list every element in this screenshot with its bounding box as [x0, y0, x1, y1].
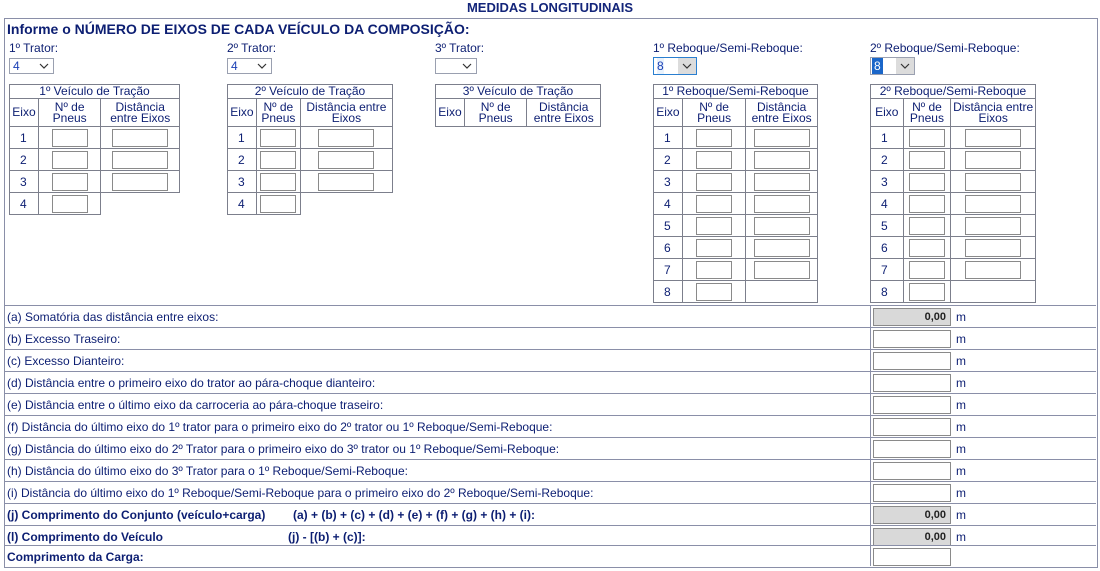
chevron-down-icon [458, 59, 476, 73]
distancia-input[interactable] [965, 129, 1021, 147]
axle-number: 6 [654, 237, 683, 259]
pneus-input[interactable] [260, 195, 296, 213]
table-caption: 2º Reboque/Semi-Reboque [871, 85, 1036, 99]
distancia-input[interactable] [754, 195, 810, 213]
measure-f-input[interactable] [873, 418, 951, 436]
col-distancia: Distância entre Eixos [527, 99, 601, 127]
table-caption: 3º Veículo de Tração [436, 85, 601, 99]
col-pneus: Nº de Pneus [682, 99, 745, 127]
select-value: 4 [13, 59, 20, 73]
axle-number: 1 [871, 127, 904, 149]
comprimento-carga-input[interactable] [873, 548, 951, 566]
measure-unit: m [956, 486, 966, 500]
axle-number: 4 [654, 193, 683, 215]
row-divider [5, 415, 1096, 416]
measure-l-value: 0,00 [873, 528, 951, 546]
col-distancia: Distância entre Eixos [951, 99, 1036, 127]
selector-label: 2º Trator: [227, 41, 277, 55]
pneus-input[interactable] [52, 195, 88, 213]
col-distancia: Distância entre Eixos [746, 99, 818, 127]
selector-label: 2º Reboque/Semi-Reboque: [870, 41, 1020, 55]
row-divider [5, 545, 1096, 546]
measure-a-value: 0,00 [873, 308, 951, 326]
measure-label-f: (f) Distância do último eixo do 1º trator para o primeiro eixo do 2º trator ou 1º Reboque/Semi-Reboque: [7, 420, 553, 434]
distancia-input[interactable] [754, 173, 810, 191]
measure-b-input[interactable] [873, 330, 951, 348]
axle-number: 3 [10, 171, 39, 193]
row-divider [5, 459, 1096, 460]
measure-label-l: (l) Comprimento do Veículo [7, 530, 164, 544]
measure-h-input[interactable] [873, 462, 951, 480]
axle-table-reboque-1 [653, 84, 818, 303]
axle-number: 3 [871, 171, 904, 193]
row-divider [5, 349, 1096, 350]
measure-label-a: (a) Somatória das distância entre eixos: [7, 310, 219, 324]
distancia-input[interactable] [318, 129, 374, 147]
distancia-input[interactable] [754, 261, 810, 279]
distancia-input[interactable] [965, 217, 1021, 235]
measure-label-b: (b) Excesso Traseiro: [7, 332, 121, 346]
select-value: 8 [874, 59, 881, 73]
row-divider [5, 437, 1096, 438]
row-divider [5, 393, 1096, 394]
pneus-input[interactable] [696, 151, 732, 169]
pneus-input[interactable] [260, 129, 296, 147]
axle-table-tracao-2 [227, 84, 393, 215]
pneus-input[interactable] [52, 173, 88, 191]
row-divider [5, 525, 1096, 526]
measure-label-g: (g) Distância do último eixo do 2º Trator para o primeiro eixo do 3º trator ou 1º Reboque/Semi-Reboque: [7, 442, 560, 456]
axle-number: 4 [10, 193, 39, 215]
col-eixo: Eixo [436, 99, 465, 127]
distancia-input[interactable] [965, 239, 1021, 257]
pneus-input[interactable] [696, 173, 732, 191]
select-reboque-2[interactable] [870, 57, 915, 75]
select-reboque-1[interactable] [653, 57, 697, 75]
select-value: 4 [231, 59, 238, 73]
pneus-input[interactable] [909, 129, 945, 147]
col-eixo: Eixo [871, 99, 904, 127]
pneus-input[interactable] [696, 261, 732, 279]
axle-number: 1 [10, 127, 39, 149]
measure-formula-j: (a) + (b) + (c) + (d) + (e) + (f) + (g) + (h) + (i): [293, 508, 536, 522]
measure-label-j: (j) Comprimento do Conjunto (veículo+carga) [7, 508, 266, 522]
pneus-input[interactable] [696, 129, 732, 147]
select-value: 8 [657, 59, 664, 73]
pneus-input[interactable] [52, 129, 88, 147]
selector-label: 3º Trator: [435, 41, 485, 55]
measure-formula-l: (j) - [(b) + (c)]: [288, 530, 366, 544]
axle-number: 2 [654, 149, 683, 171]
measure-unit: m [956, 464, 966, 478]
measure-label-i: (i) Distância do último eixo do 1º Reboque/Semi-Reboque para o primeiro eixo do 2º Reboque/Semi-Reboque: [7, 486, 594, 500]
measure-label-h: (h) Distância do último eixo do 3º Trator para o 1º Reboque/Semi-Reboque: [7, 464, 408, 478]
measure-e-input[interactable] [873, 396, 951, 414]
axle-number: 2 [10, 149, 39, 171]
axle-number: 1 [654, 127, 683, 149]
table-caption: 1º Veículo de Tração [10, 85, 180, 99]
col-pneus: Nº de Pneus [256, 99, 300, 127]
pneus-input[interactable] [696, 283, 732, 301]
measure-g-input[interactable] [873, 440, 951, 458]
distancia-input[interactable] [112, 173, 168, 191]
axle-number: 4 [871, 193, 904, 215]
axle-number: 1 [228, 127, 257, 149]
pneus-input[interactable] [909, 151, 945, 169]
distancia-input[interactable] [965, 195, 1021, 213]
row-divider [5, 371, 1096, 372]
select-trator-3[interactable] [435, 58, 477, 74]
col-pneus: Nº de Pneus [38, 99, 101, 127]
pneus-input[interactable] [52, 151, 88, 169]
measure-unit: m [956, 442, 966, 456]
measure-unit: m [956, 420, 966, 434]
page-title: MEDIDAS LONGITUDINAIS [466, 0, 634, 15]
measure-unit: m [956, 354, 966, 368]
measures-column-divider [870, 305, 871, 566]
measure-unit: m [956, 398, 966, 412]
col-distancia: Distância entre Eixos [101, 99, 180, 127]
distancia-input[interactable] [965, 173, 1021, 191]
distancia-input[interactable] [318, 151, 374, 169]
axle-number: 6 [871, 237, 904, 259]
axle-number: 4 [228, 193, 257, 215]
measure-label-carga: Comprimento da Carga: [7, 550, 144, 564]
pneus-input[interactable] [909, 261, 945, 279]
measure-label-c: (c) Excesso Dianteiro: [7, 354, 125, 368]
axle-number: 5 [871, 215, 904, 237]
col-pneus: Nº de Pneus [464, 99, 527, 127]
measure-i-input[interactable] [873, 484, 951, 502]
distancia-input[interactable] [754, 217, 810, 235]
col-eixo: Eixo [654, 99, 683, 127]
measure-unit: m [956, 332, 966, 346]
axle-table-tracao-1 [9, 84, 180, 215]
chevron-down-icon [35, 59, 53, 73]
pneus-input[interactable] [909, 217, 945, 235]
axle-number: 3 [228, 171, 257, 193]
measure-label-d: (d) Distância entre o primeiro eixo do trator ao pára-choque dianteiro: [7, 376, 376, 390]
measure-j-value: 0,00 [873, 506, 951, 524]
row-divider [5, 327, 1096, 328]
axle-table-tracao-3 [435, 84, 601, 127]
axle-number: 7 [654, 259, 683, 281]
axles-heading: Informe o NÚMERO DE EIXOS DE CADA VEÍCULO DA COMPOSIÇÃO: [7, 21, 470, 37]
chevron-down-icon [678, 58, 696, 74]
pneus-input[interactable] [909, 239, 945, 257]
axle-table-reboque-2 [870, 84, 1036, 303]
axle-number: 8 [654, 281, 683, 303]
measure-unit: m [956, 508, 966, 522]
row-divider [5, 305, 1096, 306]
distancia-input[interactable] [318, 173, 374, 191]
pneus-input[interactable] [696, 217, 732, 235]
axle-number: 3 [654, 171, 683, 193]
pneus-input[interactable] [696, 195, 732, 213]
col-pneus: Nº de Pneus [903, 99, 951, 127]
measure-unit: m [956, 310, 966, 324]
measure-label-e: (e) Distância entre o último eixo da carroceria ao pára-choque traseiro: [7, 398, 384, 412]
axle-number: 2 [871, 149, 904, 171]
axle-number: 8 [871, 281, 904, 303]
table-caption: 2º Veículo de Tração [228, 85, 393, 99]
axle-number: 5 [654, 215, 683, 237]
table-caption: 1º Reboque/Semi-Reboque [654, 85, 818, 99]
axle-number: 2 [228, 149, 257, 171]
selector-label: 1º Reboque/Semi-Reboque: [653, 41, 803, 55]
pneus-input[interactable] [909, 283, 945, 301]
col-distancia: Distância entre Eixos [300, 99, 392, 127]
distancia-input[interactable] [754, 151, 810, 169]
distancia-input[interactable] [754, 129, 810, 147]
pneus-input[interactable] [909, 195, 945, 213]
row-divider [5, 481, 1096, 482]
chevron-down-icon [253, 59, 271, 73]
pneus-input[interactable] [260, 173, 296, 191]
axle-number: 7 [871, 259, 904, 281]
distancia-input[interactable] [754, 239, 810, 257]
select-trator-1[interactable] [9, 58, 54, 74]
distancia-input[interactable] [965, 151, 1021, 169]
measure-unit: m [956, 530, 966, 544]
measure-d-input[interactable] [873, 374, 951, 392]
distancia-input[interactable] [965, 261, 1021, 279]
col-eixo: Eixo [10, 99, 39, 127]
pneus-input[interactable] [696, 239, 732, 257]
chevron-down-icon [896, 58, 914, 74]
distancia-input[interactable] [112, 151, 168, 169]
selector-label: 1º Trator: [9, 41, 59, 55]
pneus-input[interactable] [909, 173, 945, 191]
col-eixo: Eixo [228, 99, 257, 127]
measure-c-input[interactable] [873, 352, 951, 370]
pneus-input[interactable] [260, 151, 296, 169]
distancia-input[interactable] [112, 129, 168, 147]
select-trator-2[interactable] [227, 58, 272, 74]
measure-unit: m [956, 376, 966, 390]
row-divider [5, 503, 1096, 504]
